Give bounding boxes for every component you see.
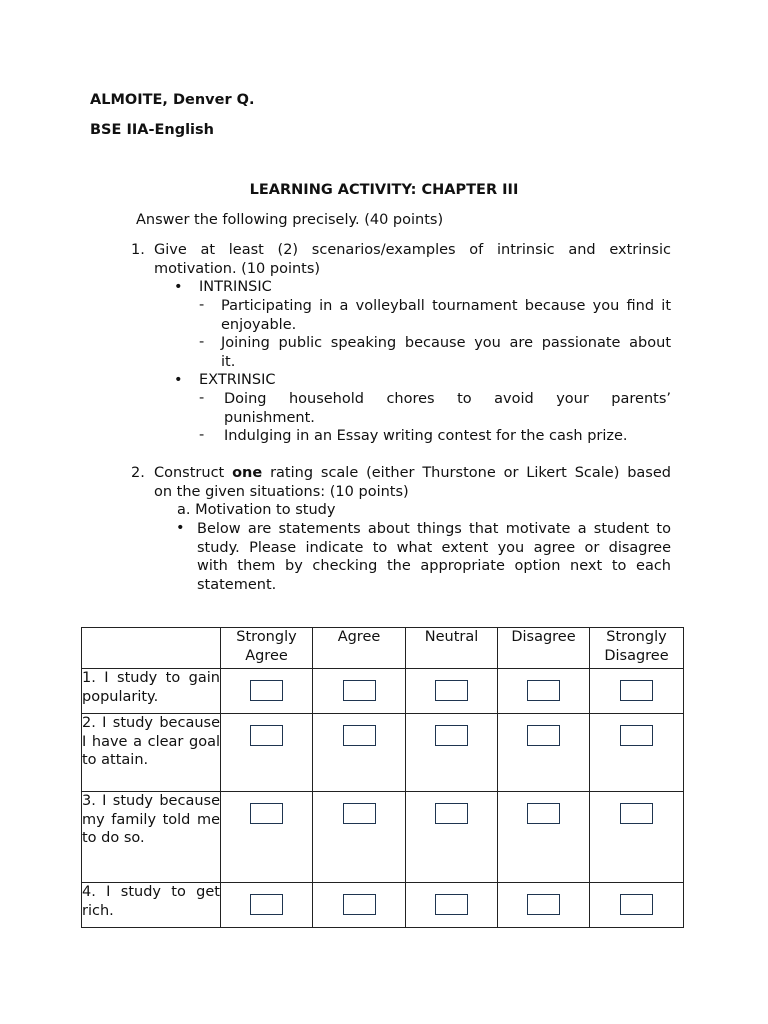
statement-3: 3. I study because my family told me to do so. — [82, 792, 221, 883]
checkbox-disagree[interactable] — [527, 803, 560, 824]
checkbox-agree[interactable] — [343, 894, 376, 915]
checkbox-disagree[interactable] — [527, 680, 560, 701]
student-name: ALMOITE, Denver Q. — [90, 92, 255, 108]
bullet-icon: • — [174, 279, 183, 295]
bullet-icon: • — [174, 372, 183, 388]
checkbox-strongly-agree[interactable] — [250, 680, 283, 701]
dash-icon: - — [199, 334, 205, 350]
intrinsic-example-2: Joining public speaking because you are passionate about it. — [221, 335, 671, 370]
question-1-line-1: Give at least (2) scenarios/examples of intrinsic and extrinsic — [154, 242, 671, 258]
question-1 — [131, 241, 671, 278]
header-strongly-disagree: Strongly Disagree — [590, 628, 684, 669]
header-disagree: Disagree — [498, 628, 590, 669]
question-1-line-2: motivation. (10 points) — [154, 260, 321, 277]
question-2-line-2: on the given situations: (10 points) — [154, 483, 409, 500]
header-neutral: Neutral — [406, 628, 498, 669]
checkbox-agree[interactable] — [343, 803, 376, 824]
extrinsic-label: EXTRINSIC — [199, 372, 276, 388]
student-course: BSE IIA-English — [90, 122, 214, 138]
scale-instructions: Below are statements about things that motivate a student to study. Please indicate to what extent you agree or disagree with them by checking the appropriate option next to each statement. — [197, 521, 671, 593]
table-row — [82, 714, 684, 792]
extrinsic-example-1: Doing household chores to avoid your parents’ punishment. — [224, 391, 671, 426]
header-blank — [82, 628, 221, 669]
checkbox-strongly-agree[interactable] — [250, 894, 283, 915]
question-2 — [131, 464, 671, 501]
header-strongly-agree: Strongly Agree — [221, 628, 313, 669]
intrinsic-label: INTRINSIC — [199, 279, 272, 295]
dash-icon: - — [199, 390, 205, 406]
checkbox-disagree[interactable] — [527, 894, 560, 915]
checkbox-neutral[interactable] — [435, 725, 468, 746]
statement-1: 1. I study to gain popularity. — [82, 669, 221, 714]
likert-scale-table — [81, 627, 684, 928]
checkbox-disagree[interactable] — [527, 725, 560, 746]
checkbox-strongly-disagree[interactable] — [620, 894, 653, 915]
dash-icon: - — [199, 297, 205, 313]
table-row — [82, 669, 684, 714]
question-2-number: 2. — [131, 465, 145, 481]
extrinsic-example-2: Indulging in an Essay writing contest for the cash prize. — [224, 428, 628, 444]
instruction-text: Answer the following precisely. (40 points) — [136, 212, 444, 228]
question-2-line-1: Construct one rating scale (either Thurstone or Likert Scale) based — [154, 465, 671, 481]
bullet-icon: • — [176, 520, 185, 536]
table-row — [82, 792, 684, 883]
table-header-row — [82, 628, 684, 669]
checkbox-strongly-agree[interactable] — [250, 803, 283, 824]
checkbox-strongly-disagree[interactable] — [620, 803, 653, 824]
page-title: LEARNING ACTIVITY: CHAPTER III — [249, 182, 519, 198]
statement-4: 4. I study to get rich. — [82, 883, 221, 928]
table-row — [82, 883, 684, 928]
statement-2: 2. I study because I have a clear goal to attain. — [82, 714, 221, 792]
checkbox-agree[interactable] — [343, 725, 376, 746]
sub-item-a: a. Motivation to study — [177, 502, 336, 518]
checkbox-agree[interactable] — [343, 680, 376, 701]
checkbox-strongly-disagree[interactable] — [620, 725, 653, 746]
checkbox-neutral[interactable] — [435, 803, 468, 824]
checkbox-strongly-disagree[interactable] — [620, 680, 653, 701]
checkbox-neutral[interactable] — [435, 894, 468, 915]
question-1-number: 1. — [131, 242, 145, 258]
header-agree: Agree — [313, 628, 406, 669]
checkbox-strongly-agree[interactable] — [250, 725, 283, 746]
dash-icon: - — [199, 427, 205, 443]
intrinsic-example-1: Participating in a volleyball tournament because you find it enjoyable. — [221, 298, 671, 333]
checkbox-neutral[interactable] — [435, 680, 468, 701]
